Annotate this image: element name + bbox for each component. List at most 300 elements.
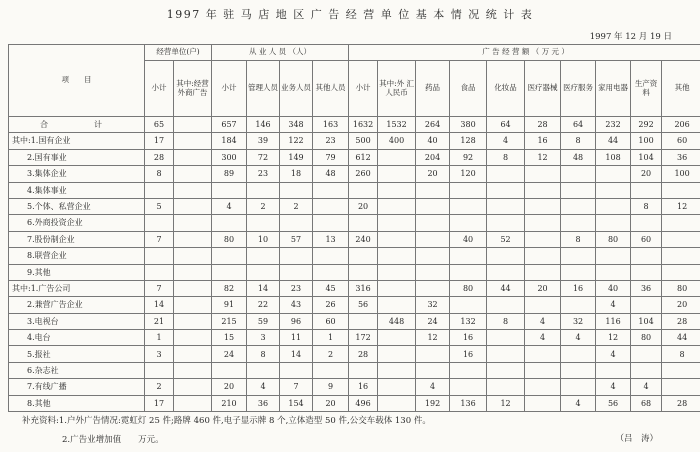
table-cell bbox=[349, 215, 378, 231]
table-cell bbox=[349, 362, 378, 378]
table-cell: 4 bbox=[561, 395, 596, 411]
table-cell bbox=[378, 231, 416, 247]
table-cell bbox=[487, 248, 525, 264]
table-cell: 128 bbox=[450, 133, 487, 149]
table-row bbox=[9, 395, 700, 411]
row-label: 2.国有事业 bbox=[9, 149, 145, 165]
table-cell: 12 bbox=[596, 330, 631, 346]
table-cell bbox=[662, 264, 700, 280]
table-cell bbox=[561, 297, 596, 313]
table-cell: 8 bbox=[487, 313, 525, 329]
table-cell bbox=[313, 362, 349, 378]
table-cell: 28 bbox=[349, 346, 378, 362]
table-cell bbox=[416, 231, 450, 247]
table-cell bbox=[662, 182, 700, 198]
table-cell bbox=[525, 198, 561, 214]
table-cell bbox=[145, 182, 174, 198]
table-cell bbox=[631, 182, 662, 198]
table-cell: 400 bbox=[378, 133, 416, 149]
table-cell: 36 bbox=[631, 280, 662, 296]
table-cell bbox=[174, 231, 212, 247]
table-cell: 60 bbox=[662, 133, 700, 149]
table-cell: 4 bbox=[487, 133, 525, 149]
table-cell bbox=[280, 264, 313, 280]
table-cell bbox=[174, 264, 212, 280]
table-cell bbox=[596, 198, 631, 214]
table-cell: 104 bbox=[631, 313, 662, 329]
table-cell: 1632 bbox=[349, 117, 378, 133]
header-rev-medical-services: 医疗服务 bbox=[561, 61, 596, 117]
table-cell bbox=[487, 215, 525, 231]
header-staff-other: 其他人员 bbox=[313, 61, 349, 117]
table-cell bbox=[416, 248, 450, 264]
table-cell: 56 bbox=[349, 297, 378, 313]
table-cell: 89 bbox=[212, 166, 247, 182]
table-cell: 36 bbox=[662, 149, 700, 165]
table-cell bbox=[280, 362, 313, 378]
table-cell bbox=[525, 264, 561, 280]
table-cell bbox=[313, 264, 349, 280]
table-cell bbox=[596, 215, 631, 231]
table-cell: 12 bbox=[487, 395, 525, 411]
header-staff-subtotal: 小计 bbox=[212, 61, 247, 117]
table-cell bbox=[378, 198, 416, 214]
table-cell bbox=[280, 215, 313, 231]
table-cell bbox=[525, 346, 561, 362]
table-cell bbox=[561, 379, 596, 395]
table-cell: 7 bbox=[145, 280, 174, 296]
table-cell bbox=[280, 182, 313, 198]
table-body bbox=[9, 117, 700, 412]
table-cell: 100 bbox=[662, 166, 700, 182]
table-cell bbox=[416, 198, 450, 214]
table-cell bbox=[174, 215, 212, 231]
table-cell: 60 bbox=[313, 313, 349, 329]
header-rev-production: 生产资料 bbox=[631, 61, 662, 117]
table-cell bbox=[378, 297, 416, 313]
table-cell: 120 bbox=[450, 166, 487, 182]
table-cell bbox=[525, 231, 561, 247]
table-cell bbox=[378, 346, 416, 362]
table-cell bbox=[662, 231, 700, 247]
table-cell bbox=[561, 248, 596, 264]
row-label: 8.联营企业 bbox=[9, 248, 145, 264]
table-cell bbox=[450, 215, 487, 231]
table-cell bbox=[378, 248, 416, 264]
row-label: 9.其他 bbox=[9, 264, 145, 280]
table-cell: 448 bbox=[378, 313, 416, 329]
note-line-2: 2.广告业增加值 万元。 bbox=[62, 435, 164, 445]
table-cell bbox=[378, 215, 416, 231]
header-rev-cosmetics: 化妆品 bbox=[487, 61, 525, 117]
table-cell bbox=[596, 182, 631, 198]
table-cell bbox=[174, 149, 212, 165]
table-row bbox=[9, 198, 700, 214]
table-cell: 657 bbox=[212, 117, 247, 133]
table-cell: 80 bbox=[662, 280, 700, 296]
table-cell: 28 bbox=[525, 117, 561, 133]
table-cell: 56 bbox=[596, 395, 631, 411]
table-cell bbox=[212, 248, 247, 264]
table-cell: 4 bbox=[525, 313, 561, 329]
table-cell: 26 bbox=[313, 297, 349, 313]
table-cell: 184 bbox=[212, 133, 247, 149]
table-cell: 7 bbox=[145, 231, 174, 247]
table-cell bbox=[212, 362, 247, 378]
table-cell bbox=[487, 346, 525, 362]
table-cell: 215 bbox=[212, 313, 247, 329]
table-cell bbox=[525, 166, 561, 182]
table-cell: 40 bbox=[450, 231, 487, 247]
table-cell: 264 bbox=[416, 117, 450, 133]
table-cell bbox=[525, 395, 561, 411]
table-cell: 232 bbox=[596, 117, 631, 133]
table-cell bbox=[631, 215, 662, 231]
table-cell bbox=[662, 215, 700, 231]
table-cell: 20 bbox=[416, 166, 450, 182]
statistics-table bbox=[8, 44, 700, 412]
table-cell bbox=[561, 215, 596, 231]
table-cell bbox=[487, 264, 525, 280]
table-row bbox=[9, 379, 700, 395]
table-cell bbox=[378, 264, 416, 280]
table-cell bbox=[145, 362, 174, 378]
table-cell: 60 bbox=[631, 231, 662, 247]
table-cell: 45 bbox=[313, 280, 349, 296]
table-cell: 14 bbox=[247, 280, 280, 296]
table-cell: 17 bbox=[145, 133, 174, 149]
table-cell: 20 bbox=[525, 280, 561, 296]
table-cell: 4 bbox=[416, 379, 450, 395]
header-rev-other: 其他 bbox=[662, 61, 700, 117]
table-cell bbox=[378, 330, 416, 346]
table-cell bbox=[487, 362, 525, 378]
table-cell: 48 bbox=[561, 149, 596, 165]
table-cell bbox=[596, 362, 631, 378]
table-cell: 44 bbox=[662, 330, 700, 346]
row-label: 3.集体企业 bbox=[9, 166, 145, 182]
table-cell bbox=[487, 182, 525, 198]
table-cell bbox=[662, 248, 700, 264]
table-row bbox=[9, 362, 700, 378]
table-cell bbox=[378, 280, 416, 296]
header-units-foreign: 其中:经营外商广告 bbox=[174, 61, 212, 117]
table-title: 1997 年 驻 马 店 地 区 广 告 经 营 单 位 基 本 情 况 统 计 表 bbox=[166, 8, 534, 21]
table-cell: 8 bbox=[247, 346, 280, 362]
table-cell bbox=[174, 280, 212, 296]
table-row bbox=[9, 313, 700, 329]
row-label: 3.电视台 bbox=[9, 313, 145, 329]
header-rev-drugs: 药品 bbox=[416, 61, 450, 117]
table-cell bbox=[212, 215, 247, 231]
header-units-subtotal: 小计 bbox=[145, 61, 174, 117]
table-cell: 380 bbox=[450, 117, 487, 133]
table-cell bbox=[247, 215, 280, 231]
table-cell: 210 bbox=[212, 395, 247, 411]
table-cell bbox=[378, 395, 416, 411]
table-cell: 4 bbox=[525, 330, 561, 346]
table-cell bbox=[378, 166, 416, 182]
table-cell: 12 bbox=[416, 330, 450, 346]
table-cell bbox=[349, 313, 378, 329]
table-cell: 122 bbox=[280, 133, 313, 149]
table-cell bbox=[525, 215, 561, 231]
table-cell: 8 bbox=[561, 231, 596, 247]
table-cell: 23 bbox=[247, 166, 280, 182]
note-line-1: 补充资料:1.户外广告情况:霓虹灯 25 件;路牌 460 件,电子显示牌 8 个,立体造型 50 件,公交车载体 130 件。 bbox=[22, 416, 431, 426]
table-cell: 16 bbox=[349, 379, 378, 395]
table-cell bbox=[416, 346, 450, 362]
table-cell bbox=[174, 133, 212, 149]
table-cell: 192 bbox=[416, 395, 450, 411]
table-cell: 8 bbox=[487, 149, 525, 165]
table-cell bbox=[349, 248, 378, 264]
table-cell bbox=[174, 248, 212, 264]
row-label: 其中:1.广告公司 bbox=[9, 280, 145, 296]
table-cell: 240 bbox=[349, 231, 378, 247]
table-cell bbox=[596, 248, 631, 264]
table-cell bbox=[416, 362, 450, 378]
table-cell: 12 bbox=[525, 149, 561, 165]
table-cell bbox=[212, 264, 247, 280]
table-row bbox=[9, 346, 700, 362]
table-cell: 57 bbox=[280, 231, 313, 247]
table-cell: 496 bbox=[349, 395, 378, 411]
table-cell bbox=[416, 182, 450, 198]
table-cell: 48 bbox=[313, 166, 349, 182]
row-label: 2.兼营广告企业 bbox=[9, 297, 145, 313]
table-cell: 1532 bbox=[378, 117, 416, 133]
table-row bbox=[9, 330, 700, 346]
table-cell bbox=[525, 362, 561, 378]
table-cell: 11 bbox=[280, 330, 313, 346]
row-label: 5.报社 bbox=[9, 346, 145, 362]
row-label: 7.有线广播 bbox=[9, 379, 145, 395]
table-cell: 16 bbox=[450, 330, 487, 346]
table-row bbox=[9, 248, 700, 264]
table-cell bbox=[174, 330, 212, 346]
row-label: 6.外商投资企业 bbox=[9, 215, 145, 231]
table-cell: 292 bbox=[631, 117, 662, 133]
table-cell: 52 bbox=[487, 231, 525, 247]
table-cell bbox=[525, 297, 561, 313]
table-cell bbox=[487, 330, 525, 346]
table-cell: 5 bbox=[145, 198, 174, 214]
table-cell: 100 bbox=[631, 133, 662, 149]
table-cell bbox=[174, 313, 212, 329]
table-row bbox=[9, 231, 700, 247]
table-header bbox=[9, 45, 700, 117]
table-cell bbox=[212, 182, 247, 198]
row-label: 其中:1.国有企业 bbox=[9, 133, 145, 149]
table-cell bbox=[174, 362, 212, 378]
table-cell: 116 bbox=[596, 313, 631, 329]
table-cell bbox=[416, 215, 450, 231]
table-cell bbox=[662, 362, 700, 378]
table-cell bbox=[450, 297, 487, 313]
table-cell bbox=[561, 198, 596, 214]
table-cell: 43 bbox=[280, 297, 313, 313]
table-cell: 39 bbox=[247, 133, 280, 149]
table-cell: 2 bbox=[247, 198, 280, 214]
table-row bbox=[9, 297, 700, 313]
table-cell: 72 bbox=[247, 149, 280, 165]
table-cell bbox=[450, 362, 487, 378]
table-cell: 4 bbox=[212, 198, 247, 214]
table-cell bbox=[487, 198, 525, 214]
table-cell bbox=[313, 198, 349, 214]
table-cell: 44 bbox=[487, 280, 525, 296]
table-cell: 64 bbox=[561, 117, 596, 133]
report-date: 1997 年 12 月 19 日 bbox=[589, 32, 672, 42]
table-cell bbox=[487, 166, 525, 182]
header-units: 经营单位(户) bbox=[145, 45, 212, 61]
table-cell: 146 bbox=[247, 117, 280, 133]
table-cell: 40 bbox=[596, 280, 631, 296]
table-cell: 4 bbox=[596, 297, 631, 313]
table-cell: 4 bbox=[596, 346, 631, 362]
table-cell: 204 bbox=[416, 149, 450, 165]
table-row bbox=[9, 182, 700, 198]
table-cell: 91 bbox=[212, 297, 247, 313]
table-cell bbox=[378, 379, 416, 395]
table-cell: 8 bbox=[631, 198, 662, 214]
table-row bbox=[9, 264, 700, 280]
table-cell bbox=[174, 166, 212, 182]
table-cell bbox=[174, 395, 212, 411]
table-cell: 20 bbox=[212, 379, 247, 395]
table-cell bbox=[525, 248, 561, 264]
table-cell: 18 bbox=[280, 166, 313, 182]
table-cell bbox=[174, 198, 212, 214]
table-cell: 4 bbox=[247, 379, 280, 395]
table-cell: 4 bbox=[631, 379, 662, 395]
table-cell: 10 bbox=[247, 231, 280, 247]
table-cell: 14 bbox=[145, 297, 174, 313]
table-cell: 132 bbox=[450, 313, 487, 329]
table-cell bbox=[174, 346, 212, 362]
table-cell bbox=[631, 264, 662, 280]
header-rev-medical-devices: 医疗器械 bbox=[525, 61, 561, 117]
table-cell: 17 bbox=[145, 395, 174, 411]
table-cell bbox=[631, 346, 662, 362]
table-cell: 500 bbox=[349, 133, 378, 149]
table-cell: 59 bbox=[247, 313, 280, 329]
table-cell: 23 bbox=[313, 133, 349, 149]
table-cell: 40 bbox=[416, 133, 450, 149]
table-cell bbox=[631, 297, 662, 313]
table-cell: 44 bbox=[596, 133, 631, 149]
table-cell bbox=[450, 264, 487, 280]
table-cell bbox=[378, 362, 416, 378]
table-cell: 20 bbox=[313, 395, 349, 411]
row-label: 8.其他 bbox=[9, 395, 145, 411]
table-cell bbox=[487, 297, 525, 313]
table-cell: 104 bbox=[631, 149, 662, 165]
table-cell: 80 bbox=[450, 280, 487, 296]
table-cell bbox=[145, 264, 174, 280]
row-label: 5.个体、私营企业 bbox=[9, 198, 145, 214]
table-cell bbox=[450, 198, 487, 214]
table-cell bbox=[596, 166, 631, 182]
table-cell: 612 bbox=[349, 149, 378, 165]
table-cell bbox=[561, 346, 596, 362]
table-cell bbox=[450, 248, 487, 264]
table-cell: 9 bbox=[313, 379, 349, 395]
table-row bbox=[9, 166, 700, 182]
table-row bbox=[9, 149, 700, 165]
table-cell: 7 bbox=[280, 379, 313, 395]
table-row bbox=[9, 215, 700, 231]
table-cell: 2 bbox=[145, 379, 174, 395]
table-cell bbox=[525, 379, 561, 395]
table-cell bbox=[174, 297, 212, 313]
row-label: 4.集体事业 bbox=[9, 182, 145, 198]
table-cell bbox=[174, 117, 212, 133]
row-label: 合 计 bbox=[9, 117, 145, 133]
table-cell: 92 bbox=[450, 149, 487, 165]
table-cell: 82 bbox=[212, 280, 247, 296]
table-cell bbox=[596, 264, 631, 280]
table-cell: 36 bbox=[247, 395, 280, 411]
header-rev-foreign: 其中:外 汇人民币 bbox=[378, 61, 416, 117]
table-cell bbox=[313, 182, 349, 198]
table-cell bbox=[487, 379, 525, 395]
table-cell bbox=[561, 362, 596, 378]
row-label: 6.杂志社 bbox=[9, 362, 145, 378]
table-cell: 16 bbox=[561, 280, 596, 296]
table-cell bbox=[280, 248, 313, 264]
table-cell: 348 bbox=[280, 117, 313, 133]
table-cell: 8 bbox=[662, 346, 700, 362]
header-rev-appliances: 家用电器 bbox=[596, 61, 631, 117]
table-cell: 4 bbox=[596, 379, 631, 395]
table-cell bbox=[561, 264, 596, 280]
table-cell: 80 bbox=[631, 330, 662, 346]
table-cell: 23 bbox=[280, 280, 313, 296]
header-staff-business: 业务人员 bbox=[280, 61, 313, 117]
table-cell: 24 bbox=[416, 313, 450, 329]
table-cell: 300 bbox=[212, 149, 247, 165]
header-item: 项 目 bbox=[9, 45, 145, 117]
table-cell: 3 bbox=[145, 346, 174, 362]
table-cell: 4 bbox=[561, 330, 596, 346]
table-cell bbox=[145, 215, 174, 231]
table-cell bbox=[416, 264, 450, 280]
table-cell: 80 bbox=[212, 231, 247, 247]
table-cell bbox=[416, 280, 450, 296]
table-cell: 28 bbox=[145, 149, 174, 165]
table-row bbox=[9, 280, 700, 296]
table-cell: 316 bbox=[349, 280, 378, 296]
table-cell: 32 bbox=[416, 297, 450, 313]
table-cell: 20 bbox=[631, 166, 662, 182]
table-cell bbox=[313, 215, 349, 231]
table-cell bbox=[247, 264, 280, 280]
table-cell: 260 bbox=[349, 166, 378, 182]
table-row bbox=[9, 133, 700, 149]
table-cell: 96 bbox=[280, 313, 313, 329]
table-cell: 16 bbox=[525, 133, 561, 149]
table-row bbox=[9, 117, 700, 133]
table-cell bbox=[174, 182, 212, 198]
supplementary-notes bbox=[22, 412, 692, 450]
table-cell bbox=[450, 379, 487, 395]
table-cell: 16 bbox=[450, 346, 487, 362]
table-cell: 206 bbox=[662, 117, 700, 133]
row-label: 7.股份制企业 bbox=[9, 231, 145, 247]
table-cell: 2 bbox=[280, 198, 313, 214]
